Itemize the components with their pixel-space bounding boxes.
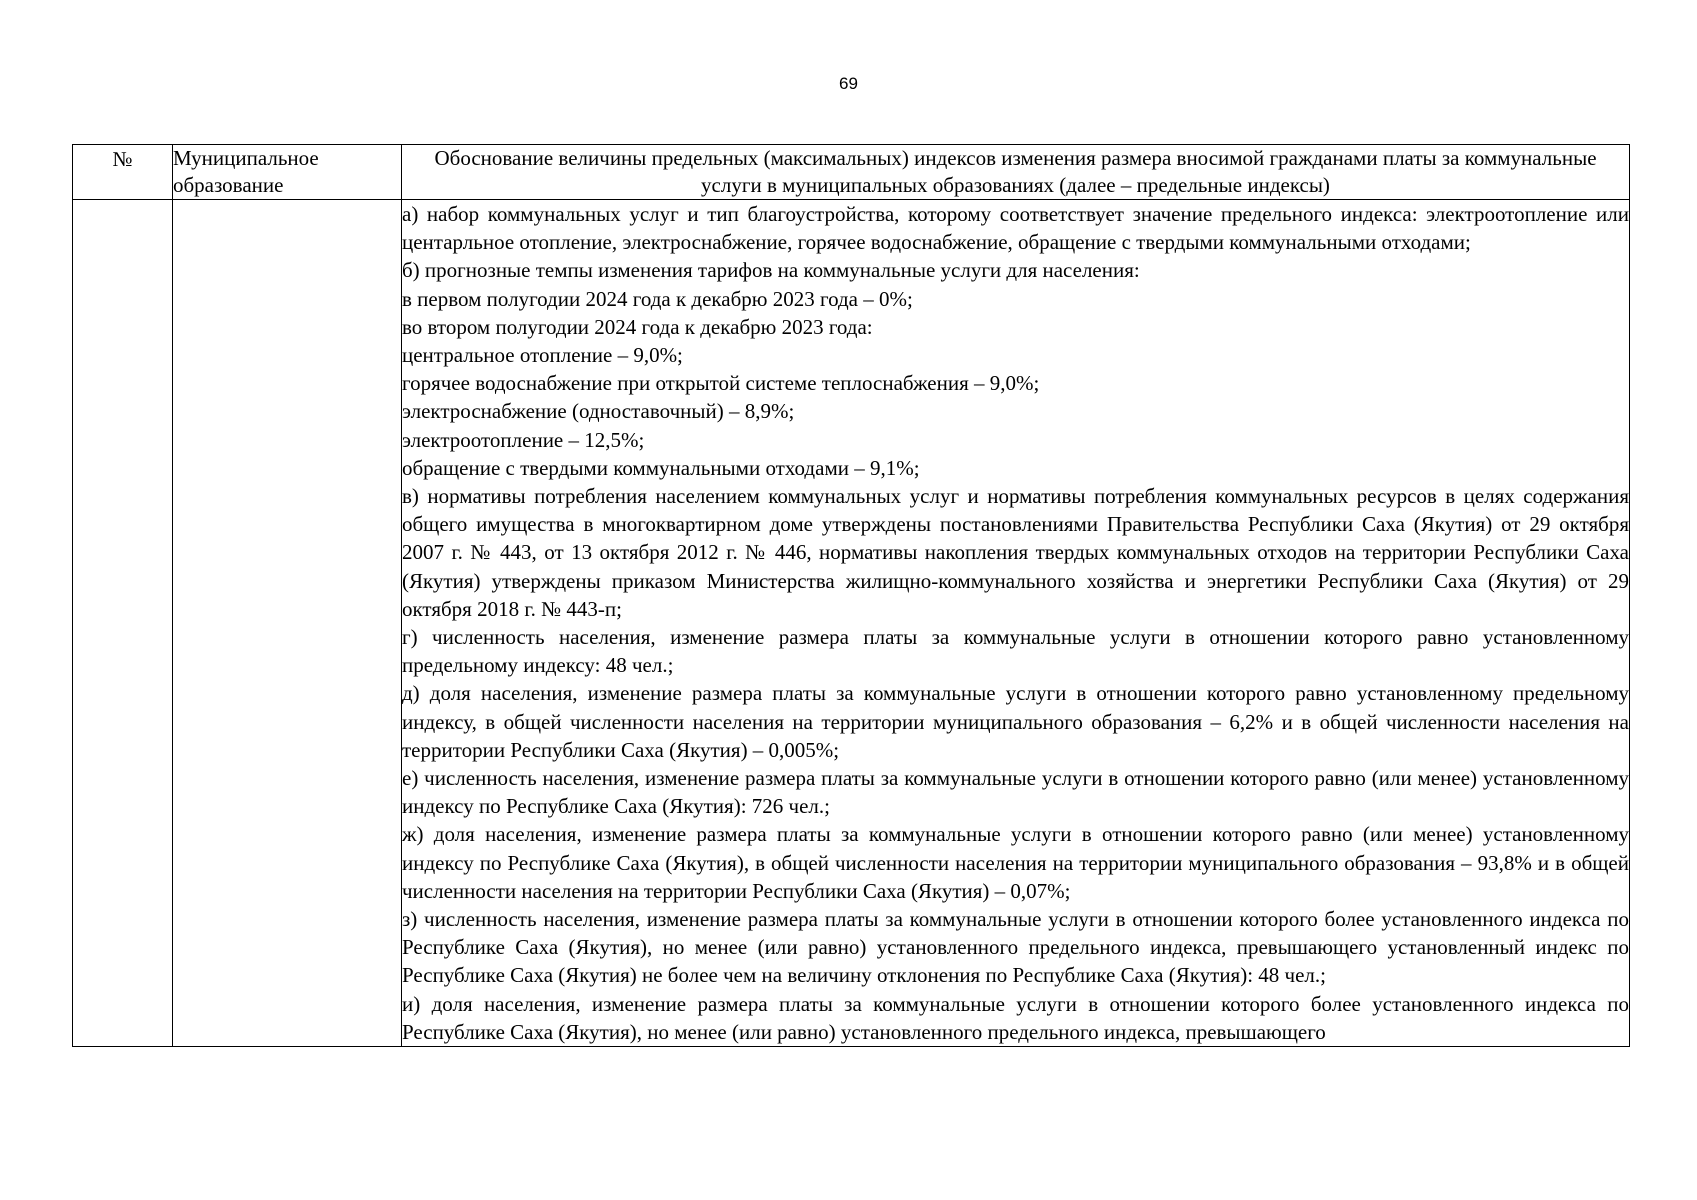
- page-number: 69: [839, 74, 858, 93]
- paragraph-b-first-half: в первом полугодии 2024 года к декабрю 2023 года – 0%;: [402, 286, 913, 311]
- paragraph-b-second-half: во втором полугодии 2024 года к декабрю 2023 года:: [402, 314, 873, 339]
- paragraph-b-electric-heating: электроотопление – 12,5%;: [402, 427, 645, 452]
- row-number-cell: [73, 200, 173, 1047]
- header-justification: Обоснование величины предельных (максимальных) индексов изменения размера вносимой гражданами платы за коммунальные услуги в муниципальных образованиях (далее – предельные индексы): [402, 145, 1630, 200]
- paragraph-b-electricity: электроснабжение (одноставочный) – 8,9%;: [402, 399, 795, 424]
- table-row: [73, 200, 1630, 1047]
- paragraph-z: з) численность населения, изменение размера платы за коммунальные услуги в отношении которого более установленного индекса по Республике Саха (Якутия), но менее (или равно) установленного предельного индекса, превышающего установленный индекс по Республике Саха (Якутия) не более чем на величину отклонения по Республике Саха (Якутия): 48 чел.;: [402, 907, 1629, 988]
- paragraph-b: б) прогнозные темпы изменения тарифов на коммунальные услуги для населения:: [402, 258, 1140, 283]
- row-municipality-cell: [173, 200, 402, 1047]
- header-number: №: [73, 145, 173, 200]
- justification-table: [72, 144, 1630, 1047]
- paragraph-zh: ж) доля населения, изменение размера платы за коммунальные услуги в отношении которого равно (или менее) установленному индексу по Республике Саха (Якутия), в общей численности населения на территории муниципального образования – 93,8% и в общей численности населения на территории Республики Саха (Якутия) – 0,07%;: [402, 822, 1629, 903]
- row-justification-cell: [402, 200, 1630, 1047]
- table-header-row: [73, 145, 1630, 200]
- paragraph-b-hot-water: горячее водоснабжение при открытой системе теплоснабжения – 9,0%;: [402, 371, 1040, 396]
- paragraph-a: а) набор коммунальных услуг и тип благоустройства, которому соответствует значение предельного индекса: электроотопление или центарльное отопление, электроснабжение, горячее водоснабжение, обращение с твердыми коммунальными отходами;: [402, 202, 1629, 255]
- paragraph-d: д) доля населения, изменение размера платы за коммунальные услуги в отношении которого равно установленному предельному индексу, в общей численности населения на территории муниципального образования – 6,2% и в общей численности населения на территории Республики Саха (Якутия) – 0,005%;: [402, 681, 1629, 762]
- paragraph-v: в) нормативы потребления населением коммунальных услуг и нормативы потребления коммунальных ресурсов в целях содержания общего имущества в многоквартирном доме утверждены постановлениями Правительства Республики Саха (Якутия) от 29 октября 2007 г. № 443, от 13 октября 2012 г. № 446, нормативы накопления твердых коммунальных отходов на территории Республики Саха (Якутия) утверждены приказом Министерства жилищно-коммунального хозяйства и энергетики Республики Саха (Якутия) от 29 октября 2018 г. № 443-п;: [402, 484, 1629, 621]
- paragraph-g: г) численность населения, изменение размера платы за коммунальные услуги в отношении которого равно установленному предельному индексу: 48 чел.;: [402, 625, 1629, 678]
- paragraph-b-heating: центральное отопление – 9,0%;: [402, 343, 683, 368]
- header-municipality: Муниципальное образование: [173, 145, 402, 200]
- paragraph-i: и) доля населения, изменение размера платы за коммунальные услуги в отношении которого более установленного индекса по Республике Саха (Якутия), но менее (или равно) установленного предельного индекса, превышающего: [402, 991, 1629, 1044]
- paragraph-b-solid-waste: обращение с твердыми коммунальными отходами – 9,1%;: [402, 455, 920, 480]
- paragraph-e: е) численность населения, изменение размера платы за коммунальные услуги в отношении которого равно (или менее) установленному индексу по Республике Саха (Якутия): 726 чел.;: [402, 766, 1629, 819]
